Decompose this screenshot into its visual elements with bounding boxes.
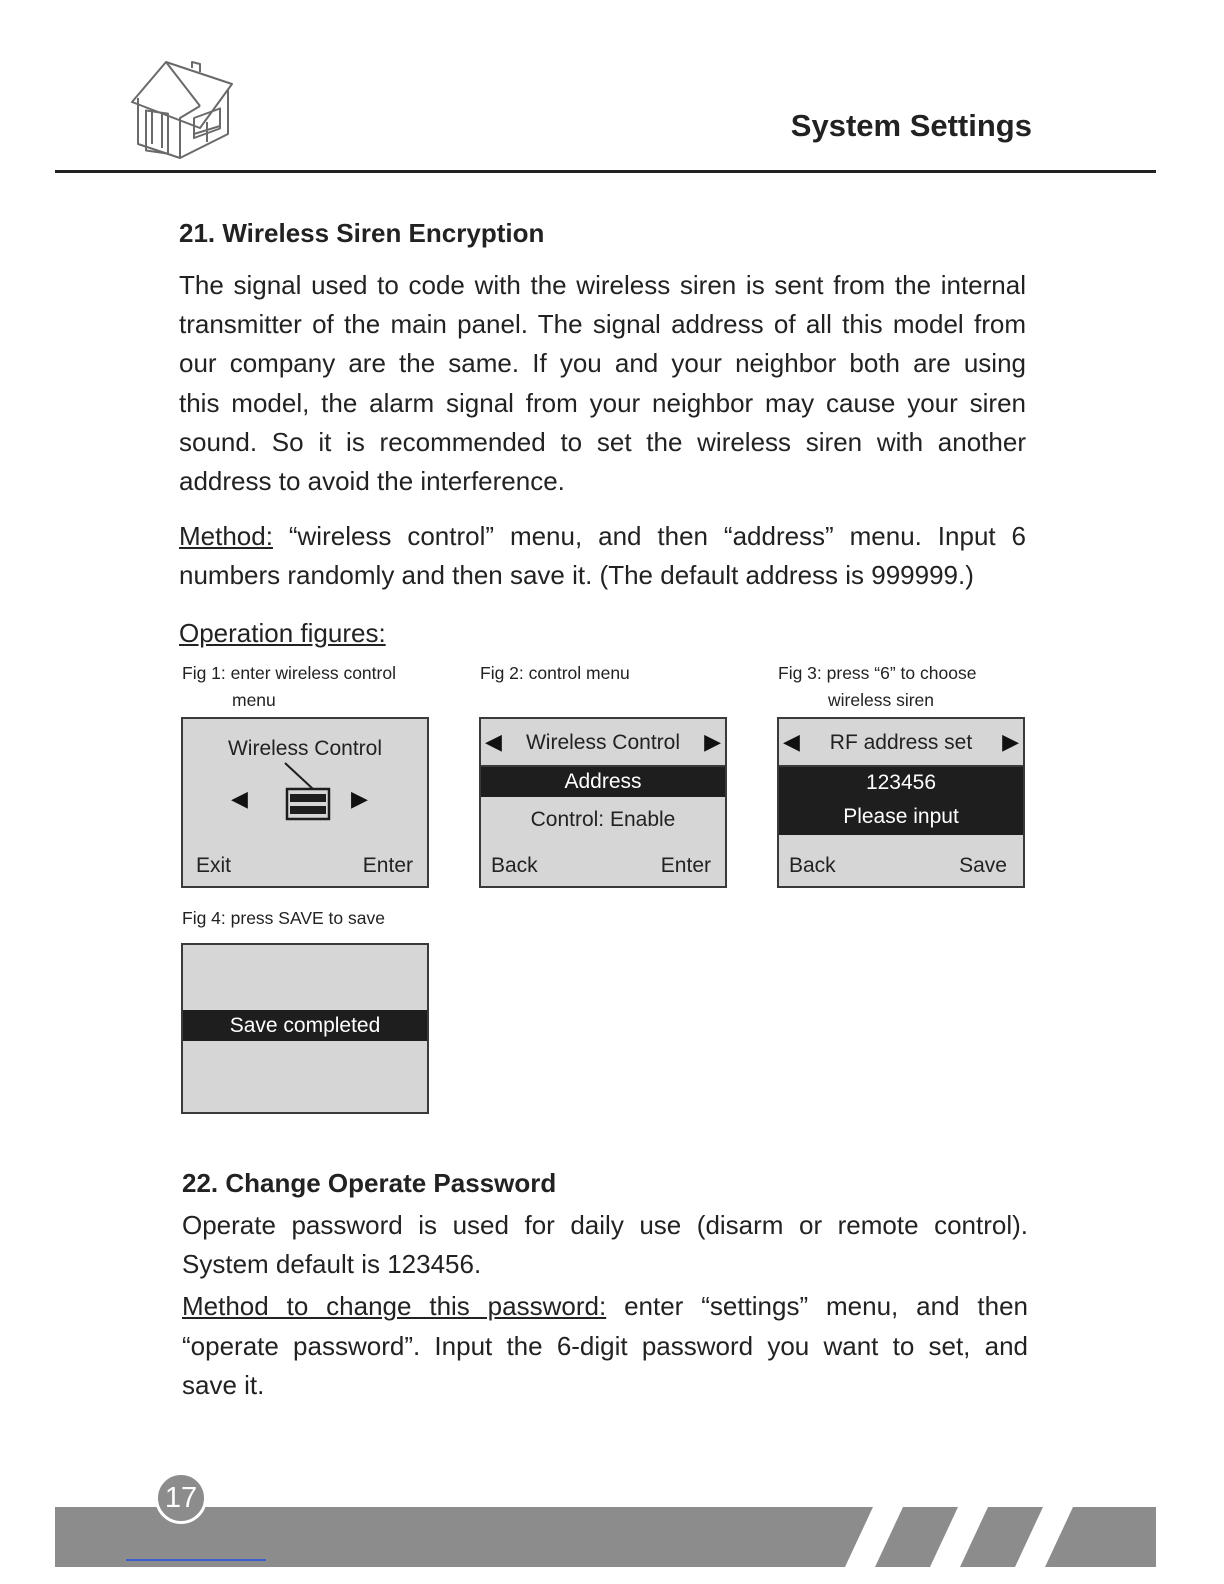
right-arrow-icon: ▶: [704, 729, 721, 754]
fig4-caption-line1: Fig 4: press SAVE to save: [182, 908, 385, 928]
method-text: “wireless control” menu, and then “address” menu. Input 6: [272, 521, 1026, 551]
para-line: our company are the same. If you and your neighbor both are using: [179, 348, 1026, 379]
method-label: Method to change this password:: [182, 1291, 607, 1322]
operation-figures-label: Operation figures:: [179, 618, 386, 648]
left-arrow-icon: ◀: [783, 729, 800, 754]
para-line: Operate password is used for daily use (disarm or remote control).: [182, 1210, 1028, 1240]
section-21-heading: 21. Wireless Siren Encryption: [179, 218, 545, 248]
fig1-caption: [182, 660, 396, 714]
fig3-title: RF address set: [829, 731, 973, 754]
right-arrow-icon: ▶: [351, 786, 368, 811]
section-22-heading: 22. Change Operate Password: [182, 1168, 557, 1198]
section-22-paragraph: [182, 1206, 1028, 1405]
page-header-title: System Settings: [790, 108, 1032, 143]
method-text-line2: “operate password”. Input the 6-digit password you want to set, and: [182, 1330, 1028, 1361]
fig3-input-block: [779, 767, 1023, 835]
fig3-back-softkey: Back: [789, 854, 836, 877]
fig3-lcd-screen: [777, 717, 1025, 888]
fig2-lcd-screen: [479, 717, 727, 888]
fig2-back-softkey: Back: [491, 854, 538, 877]
method-label: Method:: [179, 521, 273, 551]
page-number-badge: 17: [155, 1472, 207, 1524]
section-21-paragraph: [179, 266, 1026, 501]
header-divider: [55, 170, 1156, 173]
fig1-enter-softkey: Enter: [362, 854, 413, 877]
method-text: enter “settings” menu, and then: [606, 1291, 1029, 1322]
radio-menu-icon: [279, 761, 333, 823]
section-21-method: [179, 517, 1026, 595]
footer-bar: [55, 1507, 1156, 1567]
fig3-caption: [778, 660, 976, 714]
left-arrow-icon: ◀: [231, 786, 248, 811]
para-line: transmitter of the main panel. The signal address of all this model from: [179, 309, 1026, 340]
fig3-input-prompt: Please input: [843, 805, 959, 828]
para-line: System default is 123456.: [182, 1249, 482, 1280]
fig3-caption-line1: Fig 3: press “6” to choose: [778, 663, 977, 683]
fig2-menu-item: Control: Enable: [530, 808, 676, 831]
fig1-lcd-screen: [181, 717, 429, 888]
right-arrow-icon: ▶: [1002, 729, 1019, 754]
fig2-title: Wireless Control: [525, 731, 681, 754]
fig2-caption-line1: Fig 2: control menu: [480, 663, 630, 683]
fig4-lcd-screen: [181, 943, 429, 1114]
para-line: address to avoid the interference.: [179, 466, 565, 497]
fig1-title: Wireless Control: [227, 737, 383, 760]
fig2-enter-softkey: Enter: [660, 854, 711, 877]
left-arrow-icon: ◀: [485, 729, 502, 754]
para-line: The signal used to code with the wireless siren is sent from the internal: [179, 270, 1026, 300]
fig1-caption-line1: Fig 1: enter wireless control: [182, 663, 396, 683]
fig3-save-softkey: Save: [959, 854, 1007, 877]
footer-link-underline: [126, 1559, 266, 1561]
fig2-caption: [480, 660, 630, 687]
fig3-address-value: 123456: [865, 771, 937, 794]
method-text-line2: numbers randomly and then save it. (The default address is 999999.): [179, 560, 974, 591]
fig1-exit-softkey: Exit: [196, 854, 232, 877]
fig4-caption: [182, 905, 385, 932]
para-line: this model, the alarm signal from your neighbor may cause your siren: [179, 387, 1026, 418]
fig2-selected-item: Address: [481, 767, 725, 797]
fig4-save-message: Save completed: [183, 1010, 427, 1041]
method-text-line3: save it.: [182, 1369, 265, 1400]
fig3-caption-line2: wireless siren: [828, 690, 934, 710]
para-line: sound. So it is recommended to set the wireless siren with another: [179, 426, 1026, 457]
fig1-caption-line2: menu: [232, 690, 276, 710]
house-icon: [128, 58, 238, 164]
